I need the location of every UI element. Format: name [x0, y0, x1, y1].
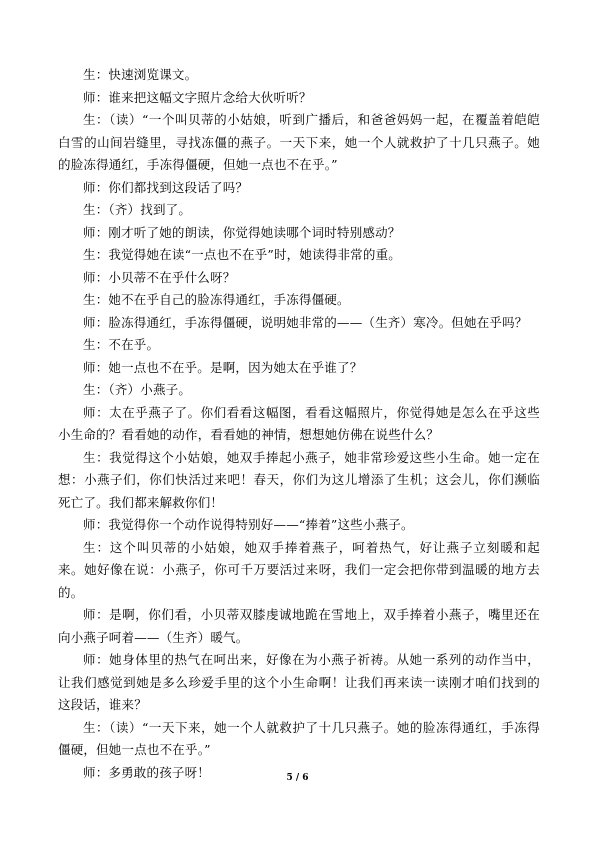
paragraph: 生：不在乎。	[83, 337, 160, 352]
paragraph: 生：我觉得她在读“一点也不在乎”时，她读得非常的重。	[83, 247, 401, 262]
page-number: 5 / 6	[286, 773, 309, 783]
paragraph: 生：她不在乎自己的脸冻得通红，手冻得僵硬。	[83, 292, 350, 307]
paragraph: 生：（读）“一个叫贝蒂的小姑娘，听到广播后，和爸爸妈妈一起，在覆盖着皑皑白雪的山间岩缝里，寻找冻僵的燕子。一天下来，她一个人就救护了十几只燕子。她的脸冻得通红，手冻得僵硬，但她一点也不在乎。”	[58, 112, 540, 172]
paragraph: 生：我觉得这个小姑娘，她双手捧起小燕子，她非常珍爱这些小生命。她一定在想：小燕子们，你们快活过来吧！春天，你们为这儿增添了生机；这会儿，你们濒临死亡了。我们都来解救你们！	[58, 449, 540, 510]
paragraph: 师：是啊，你们看，小贝蒂双膝虔诚地跪在雪地上，双手捧着小燕子，嘴里还在向小燕子呵着——（生齐）暖气。	[58, 607, 540, 645]
paragraph: 生：（读）“一天下来，她一个人就救护了十几只燕子。她的脸冻得通红，手冻得僵硬，但她一点也不在乎。”	[58, 719, 540, 757]
paragraph: 师：你们都找到这段话了吗？	[83, 179, 249, 195]
paragraph: 师：脸冻得通红，手冻得僵硬，说明她非常的——（生齐）寒冷。但她在乎吗？	[83, 314, 528, 330]
paragraph: 师：谁来把这幅文字照片念给大伙听听？	[83, 89, 312, 105]
paragraph: 师：太在乎燕子了。你们看看这幅图，看看这幅照片，你觉得她是怎么在乎这些小生命的？看看她的动作，看看她的神情，想想她仿佛在说些什么？	[58, 404, 540, 442]
paragraph: 师：她一点也不在乎。是啊，因为她太在乎谁了？	[83, 359, 363, 375]
paragraph: 师：小贝蒂不在乎什么呀？	[83, 269, 236, 285]
paragraph: 师：我觉得你一个动作说得特别好——“捧着”这些小燕子。	[83, 517, 414, 532]
paragraph: 生：（齐）小燕子。	[83, 382, 192, 397]
paragraph: 生：快速浏览课文。	[83, 67, 198, 82]
paragraph: 生：这个叫贝蒂的小姑娘，她双手捧着燕子，呵着热气，好让燕子立刻暖和起来。她好像在说：小燕子，你可千万要活过来呀，我们一定会把你带到温暖的地方去的。	[58, 539, 540, 600]
paragraph: 师：她身体里的热气在呵出来，好像在为小燕子祈祷。从她一系列的动作当中，让我们感觉到她是多么珍爱手里的这个小生命啊！让我们再来读一读刚才咱们找到的这段话，谁来？	[58, 652, 540, 712]
paragraph: 师：多勇敢的孩子呀！	[83, 764, 211, 780]
paragraph: 生：（齐）找到了。	[83, 202, 192, 217]
paragraph: 师：刚才听了她的朗读，你觉得她读哪个词时特别感动？	[83, 224, 401, 240]
document-body	[58, 64, 540, 784]
